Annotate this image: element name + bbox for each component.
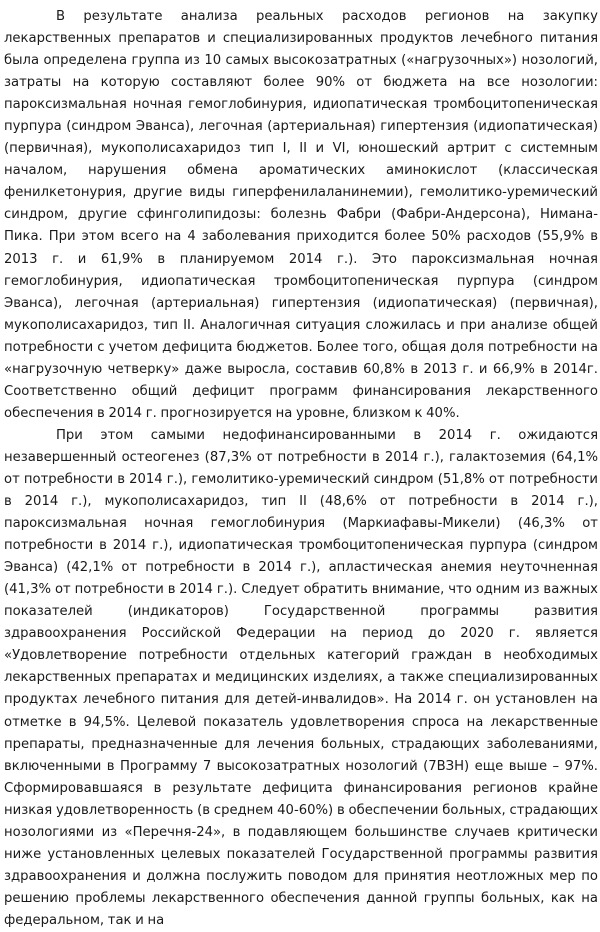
paragraph-2: При этом самыми недофинансированными в 2014 г. ожидаются незавершенный остеогенез (87,3% от потребности в 2014 г.), галактоземия (64,1% от потребности в 2014 г.), гемолитико-уремический синдром (51,8% от потребности в 2014 г.), мукополисахаридоз, тип II (48,6% от потребности в 2014 г.), пароксизмальная ночная гемоглобинурия (Маркиафавы-Микели) (46,3% от потребности в 2014 г.), идиопатическая тромбоцитопеническая пурпура (синдром Эванса) (42,1% от потребности в 2014 г.), апластическая анемия неуточненная (41,3% от потребности в 2014 г.). Следует обратить внимание, что одним из важных показателей (индикаторов) Государственной программы развития здравоохранения Российской Федерации на период до 2020 г. является «Удовлетворение потребности отдельных категорий граждан в необходимых лекарственных препаратах и медицинских изделиях, а также специализированных продуктах лечебного питания для детей-инвалидов». На 2014 г. он установлен на отметке в 94,5%. Целевой показатель удовлетворения спроса на лекарственные препараты, предназначенные для лечения больных, страдающих заболеваниями, включенными в Программу 7 высокозатратных нозологий (7ВЗН) еще выше – 97%. Сформировавшаяся в результате дефицита финансирования регионов крайне низкая удовлетворенность (в среднем 40-60%) в обеспечении больных, страдающих нозологиями из «Перечня-24», в подавляющем большинстве случаев критически ниже установленных целевых показателей Государственной программы развития здравоохранения и должна послужить поводом для принятия неотложных мер по решению проблемы лекарственного обеспечения данной группы больных, как на федеральном, так и на [4,427,598,928]
paragraph-1: В результате анализа реальных расходов регионов на закупку лекарственных препаратов и специализированных продуктов лечебного питания была определена группа из 10 самых высокозатратных («нагрузочных») нозологий, затраты на которую составляют более 90% от бюджета на все нозологии: пароксизмальная ночная гемоглобинурия, идиопатическая тромбоцитопеническая пурпура (синдром Эванса), легочная (артериальная) гипертензия (идиопатическая) (первичная), мукополисахаридоз тип I, II и VI, юношеский артрит с системным началом, нарушения обмена ароматических аминокислот (классическая фенилкетонурия, другие виды гиперфенилаланинемии), гемолитико-уремический синдром, другие сфинголипидозы: болезнь Фабри (Фабри-Андерсона), Нимана-Пика. При этом всего на 4 заболевания приходится более 50% расходов (55,9% в 2013 г. и 61,9% в планируемом 2014 г.). Это пароксизмальная ночная гемоглобинурия, идиопатическая тромбоцитопеническая пурпура (синдром Эванса), легочная (артериальная) гипертензия (идиопатическая) (первичная), мукополисахаридоз, тип II. Аналогичная ситуация сложилась и при анализе общей потребности с учетом дефицита бюджетов. Более того, общая доля потребности на «нагрузочную четверку» даже выросла, составив 60,8% в 2013 г. и 66,9% в 2014г. Соответственно общий дефицит программ финансирования лекарственного обеспечения в 2014 г. прогнозируется на уровне, близком к 40%. [4,9,598,421]
